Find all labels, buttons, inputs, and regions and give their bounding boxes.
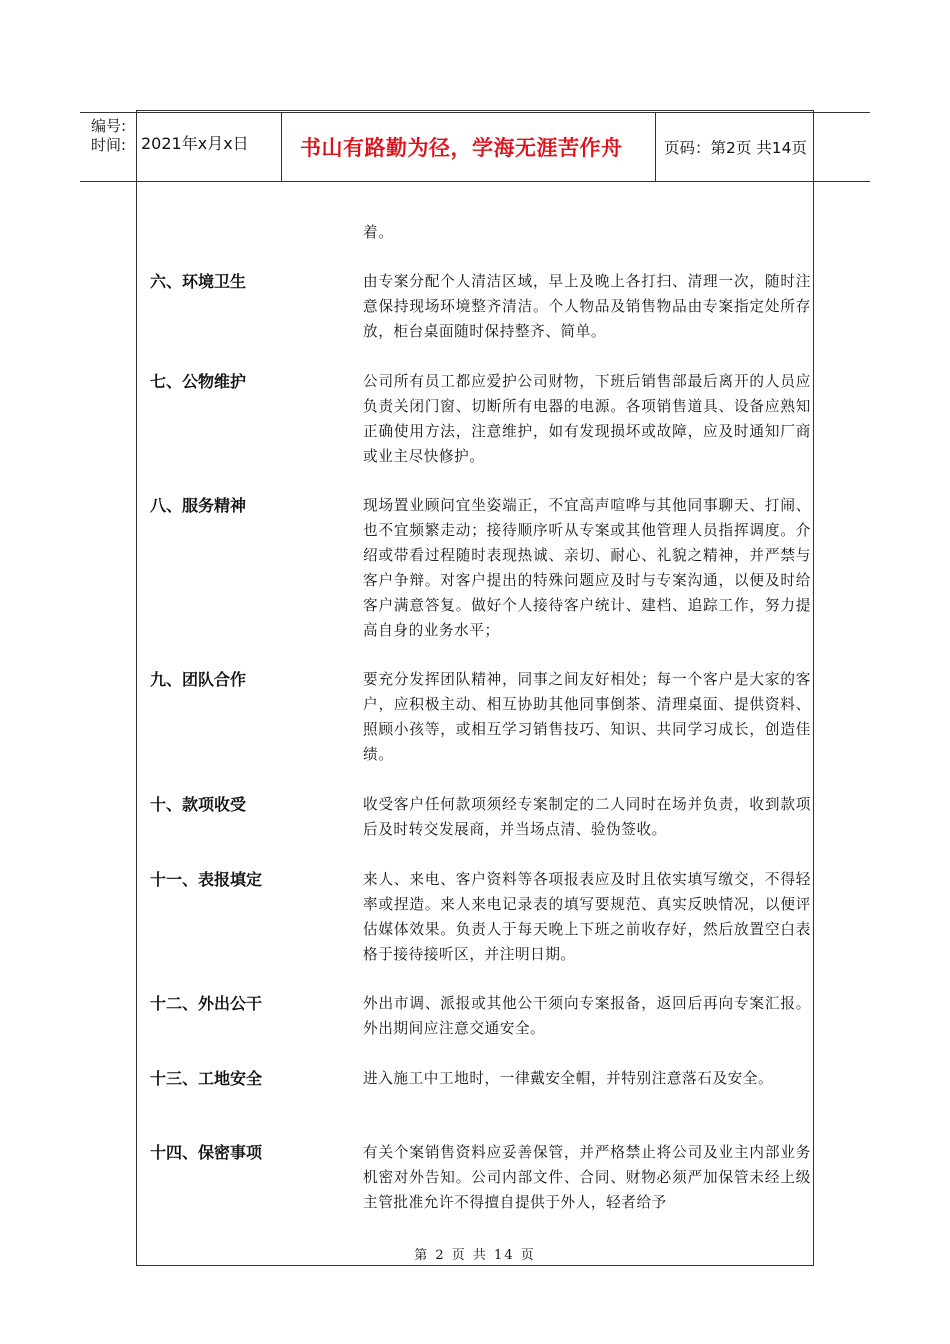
continuation-text: 着。 [363, 224, 394, 241]
header-bottom-rule [80, 181, 870, 182]
section-title: 九、团队合作 [150, 670, 247, 689]
number-label: 编号: [91, 117, 127, 135]
section-body: 外出市调、派报或其他公干须向专案报备，返回后再向专案汇报。外出期间应注意交通安全。 [363, 995, 811, 1037]
section-body: 来人、来电、客户资料等各项报表应及时且依实填写缴交，不得轻率或捏造。来人来电记录表的填写要规范、真实反映情况，以便评估媒体效果。负责人于每天晚上下班之前收存好，然后放置空白表格于接待接听区，并注明日期。 [363, 871, 811, 963]
section-title: 十四、保密事项 [150, 1143, 263, 1162]
section-title: 十二、外出公干 [150, 994, 263, 1013]
header-divider-1 [281, 112, 282, 181]
header-divider-2 [655, 112, 656, 181]
section-body: 要充分发挥团队精神，同事之间友好相处；每一个客户是大家的客户，应积极主动、相互协助其他同事倒茶、清理桌面、提供资料、照顾小孩等，或相互学习销售技巧、知识、共同学习成长，创造佳绩。 [363, 671, 811, 763]
section-title: 十三、工地安全 [150, 1069, 263, 1088]
section-title: 八、服务精神 [150, 496, 247, 515]
section-title: 十一、表报填定 [150, 870, 263, 889]
page-info: 页码：第2页 共14页 [664, 139, 808, 157]
section-body: 现场置业顾问宜坐姿端正，不宜高声喧哗与其他同事聊天、打闹、也不宜频繁走动；接待顺序听从专案或其他管理人员指挥调度。介绍或带看过程随时表现热诚、亲切、耐心、礼貌之精神，并严禁与客户争辩。对客户提出的特殊问题应及时与专案沟通，以便及时给客户满意答复。做好个人接待客户统计、建档、追踪工作，努力提高自身的业务水平； [363, 497, 811, 639]
header-motto: 书山有路勤为径，学海无涯苦作舟 [300, 136, 623, 160]
section-body: 进入施工中工地时，一律戴安全帽，并特别注意落石及安全。 [363, 1070, 774, 1087]
section-title: 六、环境卫生 [150, 272, 247, 291]
section-body: 有关个案销售资料应妥善保管，并严格禁止将公司及业主内部业务机密对外告知。公司内部文件、合同、财物必须严加保管未经上级主管批准允许不得擅自提供于外人，轻者给予 [363, 1144, 811, 1211]
section-title: 七、公物维护 [150, 372, 247, 391]
time-label: 时间: [91, 136, 127, 154]
date-field: 2021年x月x日 [141, 134, 249, 153]
page-footer: 第 2 页 共 14 页 [414, 1248, 536, 1263]
section-body: 收受客户任何款项须经专案制定的二人同时在场并负责，收到款项后及时转交发展商，并当场点清、验伪签收。 [363, 796, 811, 838]
section-body: 由专案分配个人清洁区域，早上及晚上各打扫、清理一次，随时注意保持现场环境整齐清洁。个人物品及销售物品由专案指定处所存放，柜台桌面随时保持整齐、简单。 [363, 273, 811, 340]
header-top-rule [80, 112, 870, 113]
section-title: 十、款项收受 [150, 795, 247, 814]
section-body: 公司所有员工都应爱护公司财物，下班后销售部最后离开的人员应负责关闭门窗、切断所有电器的电源。各项销售道具、设备应熟知正确使用方法，注意维护，如有发现损坏或故障，应及时通知厂商或业主尽快修护。 [363, 373, 811, 465]
